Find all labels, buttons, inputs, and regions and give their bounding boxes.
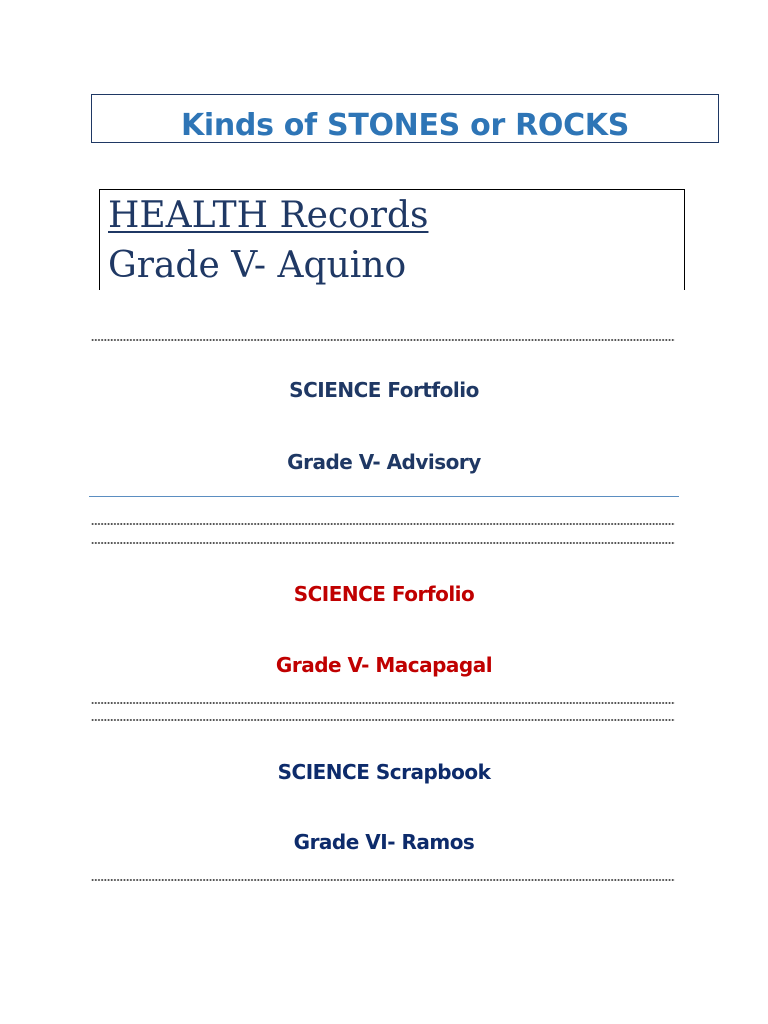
stones-title: Kinds of STONES or ROCKS xyxy=(180,108,630,143)
science-advisory-title: SCIENCE Fortfolio xyxy=(289,378,479,402)
dotted-divider xyxy=(91,718,675,722)
health-grade: Grade V- Aquino xyxy=(108,245,407,286)
horizontal-rule xyxy=(89,496,679,497)
health-title: HEALTH Records xyxy=(108,195,429,236)
science-macapagal-title: SCIENCE Forfolio xyxy=(293,582,475,606)
science-ramos-title: SCIENCE Scrapbook xyxy=(277,760,491,784)
dotted-divider xyxy=(91,701,675,705)
dotted-divider xyxy=(91,878,675,882)
dotted-divider xyxy=(91,522,675,526)
stones-label-box xyxy=(91,94,719,143)
science-macapagal-grade: Grade V- Macapagal xyxy=(275,653,493,677)
dotted-divider xyxy=(91,541,675,545)
dotted-divider xyxy=(91,338,675,342)
science-advisory-grade: Grade V- Advisory xyxy=(287,450,481,474)
health-label-box xyxy=(99,189,685,290)
science-ramos-grade: Grade VI- Ramos xyxy=(293,830,475,854)
